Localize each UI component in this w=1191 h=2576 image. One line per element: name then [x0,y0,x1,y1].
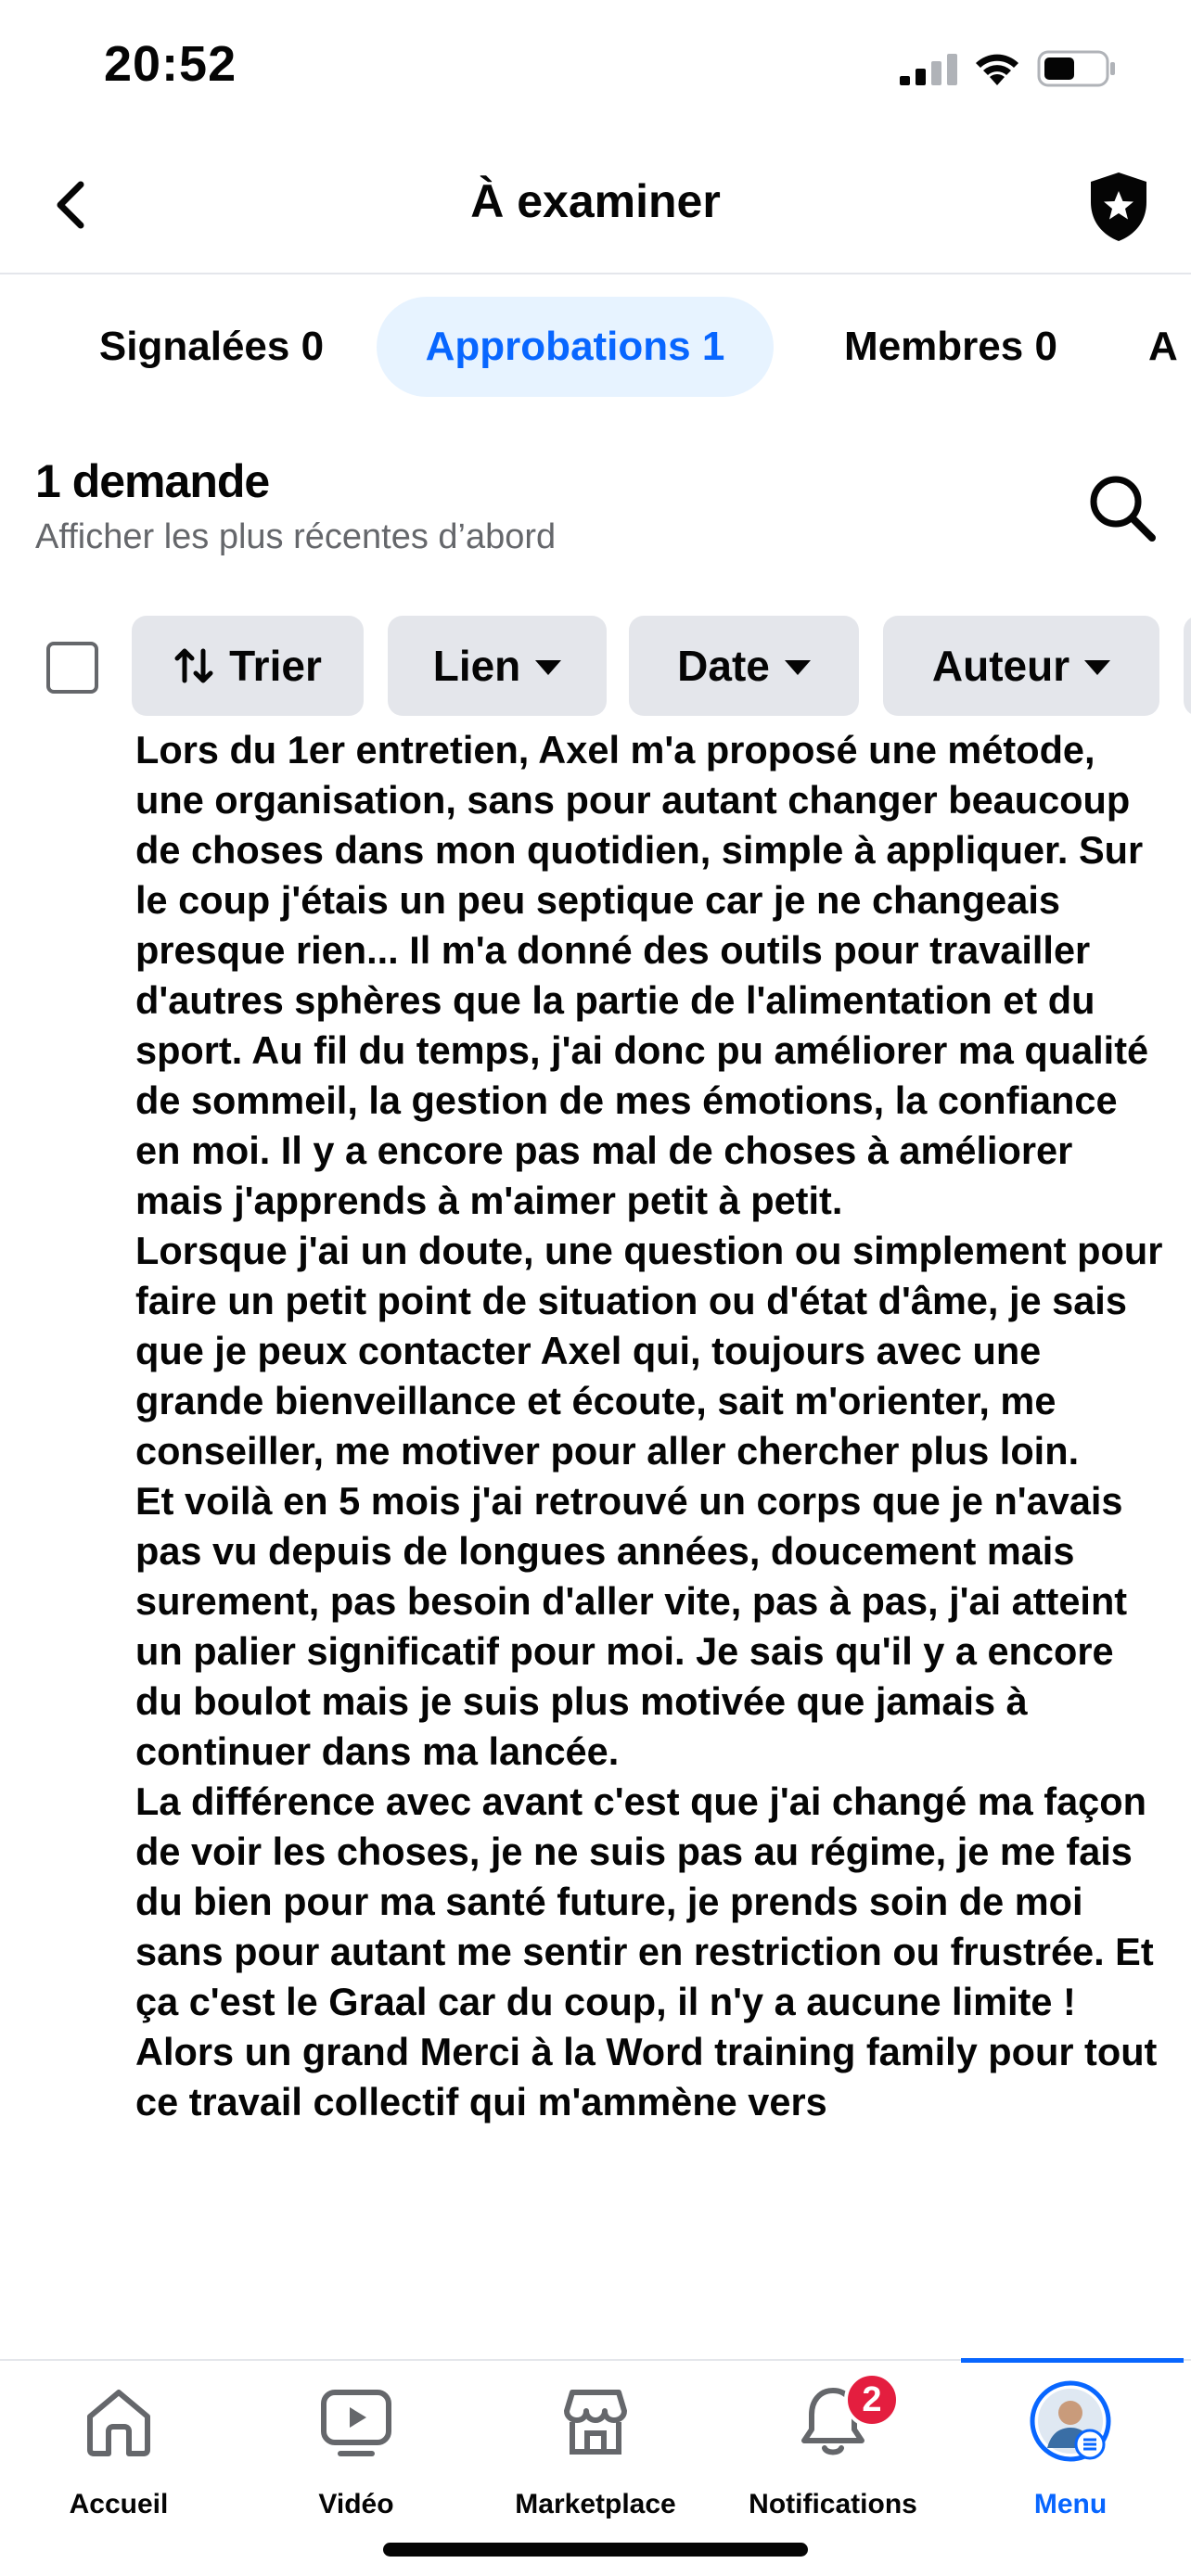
caret-down-icon [1084,660,1110,675]
link-filter-chip[interactable] [388,616,607,716]
more-filter-chip[interactable] [1184,616,1191,716]
status-time: 20:52 [104,36,237,92]
link-filter-label: Lien [432,642,521,690]
home-icon [77,2379,160,2463]
nav-notifications[interactable] [714,2379,952,2519]
tab-approbations[interactable]: Approbations 1 [377,297,774,397]
date-filter-chip[interactable] [629,616,859,716]
post-paragraph: La différence avec avant c'est que j'ai changé ma façon de voir les choses, je ne suis pas au régime, je me fais du bien pour ma santé future, je prends soin de moi sans pour autant me sentir en restriction ou frustrée. Et ça c'est le Graal car du coup, il n'y a aucune limite ! [135,1779,1154,2023]
date-filter-label: Date [677,642,770,690]
nav-label: Menu [1033,2489,1108,2519]
status-bar [0,0,1191,139]
page-title: À examiner [470,175,721,227]
search-icon[interactable] [1085,471,1159,545]
nav-video[interactable] [237,2379,475,2519]
profile-avatar-icon [1029,2379,1112,2463]
home-indicator[interactable] [383,2543,808,2557]
battery-icon [1037,50,1117,87]
tab-next-partial[interactable]: A [1148,324,1178,369]
request-count: 1 demande [35,455,270,507]
notification-badge: 2 [844,2372,900,2428]
author-filter-chip[interactable] [883,616,1159,716]
marketplace-icon [554,2379,637,2463]
nav-marketplace[interactable] [477,2379,714,2519]
sort-order-label[interactable]: Afficher les plus récentes d’abord [35,517,557,556]
wifi-icon [972,46,1022,85]
cellular-signal-icon [900,54,959,85]
caret-down-icon [785,660,811,675]
top-header [0,139,1191,274]
sort-chip[interactable] [132,616,364,716]
nav-label: Notifications [749,2489,917,2519]
sort-chip-label: Trier [229,642,322,690]
shield-star-icon[interactable] [1085,169,1152,243]
nav-menu[interactable] [952,2379,1189,2519]
nav-label: Vidéo [318,2489,394,2519]
nav-accueil[interactable] [0,2379,237,2519]
video-icon [314,2379,398,2463]
post-paragraph: Lors du 1er entretien, Axel m'a proposé une métode, une organisation, sans pour autant changer beaucoup de choses dans mon quotidien, simple à appliquer. Sur le coup j'étais un peu septique car je ne changeais presque rien... Il m'a donné des outils pour travailler d'autres sphères que la partie de l'alimentation et du sport. Au fil du temps, j'ai donc pu améliorer ma qualité de sommeil, la gestion de mes émotions, la confiance en moi. Il y a encore pas mal de choses à améliorer mais j'apprends à m'aimer petit à petit. [135,728,1149,1222]
sort-arrows-icon [173,645,214,686]
post-paragraph: Alors un grand Merci à la Word training family pour tout ce travail collectif qui m'ammène vers [135,2030,1158,2123]
post-paragraph: Lorsque j'ai un doute, une question ou simplement pour faire un petit point de situation ou d'état d'âme, je sais que je peux contacter Axel qui, toujours avec une grande bienveillance et écoute, sait m'orienter, me conseiller, me motiver pour aller chercher plus loin. [135,1229,1163,1473]
nav-label: Accueil [69,2489,169,2519]
filter-row [0,616,1191,718]
select-all-checkbox[interactable] [46,642,98,694]
active-tab-indicator [961,2358,1184,2363]
author-filter-label: Auteur [931,642,1070,690]
pending-post-text [135,725,1165,2359]
post-paragraph: Et voilà en 5 mois j'ai retrouvé un corps que je n'avais pas vu depuis de longues années, doucement mais surement, pas besoin d'aller vite, pas à pas, j'ai atteint un palier significatif pour moi. Je sais qu'il y a encore du boulot mais je suis plus motivée que jamais à continuer dans ma lancée. [135,1479,1128,1773]
nav-label: Marketplace [515,2489,676,2519]
caret-down-icon [535,660,561,675]
tab-signalees[interactable]: Signalées 0 [98,324,325,369]
review-tabs [0,297,1191,399]
tab-membres[interactable]: Membres 0 [844,324,1057,369]
